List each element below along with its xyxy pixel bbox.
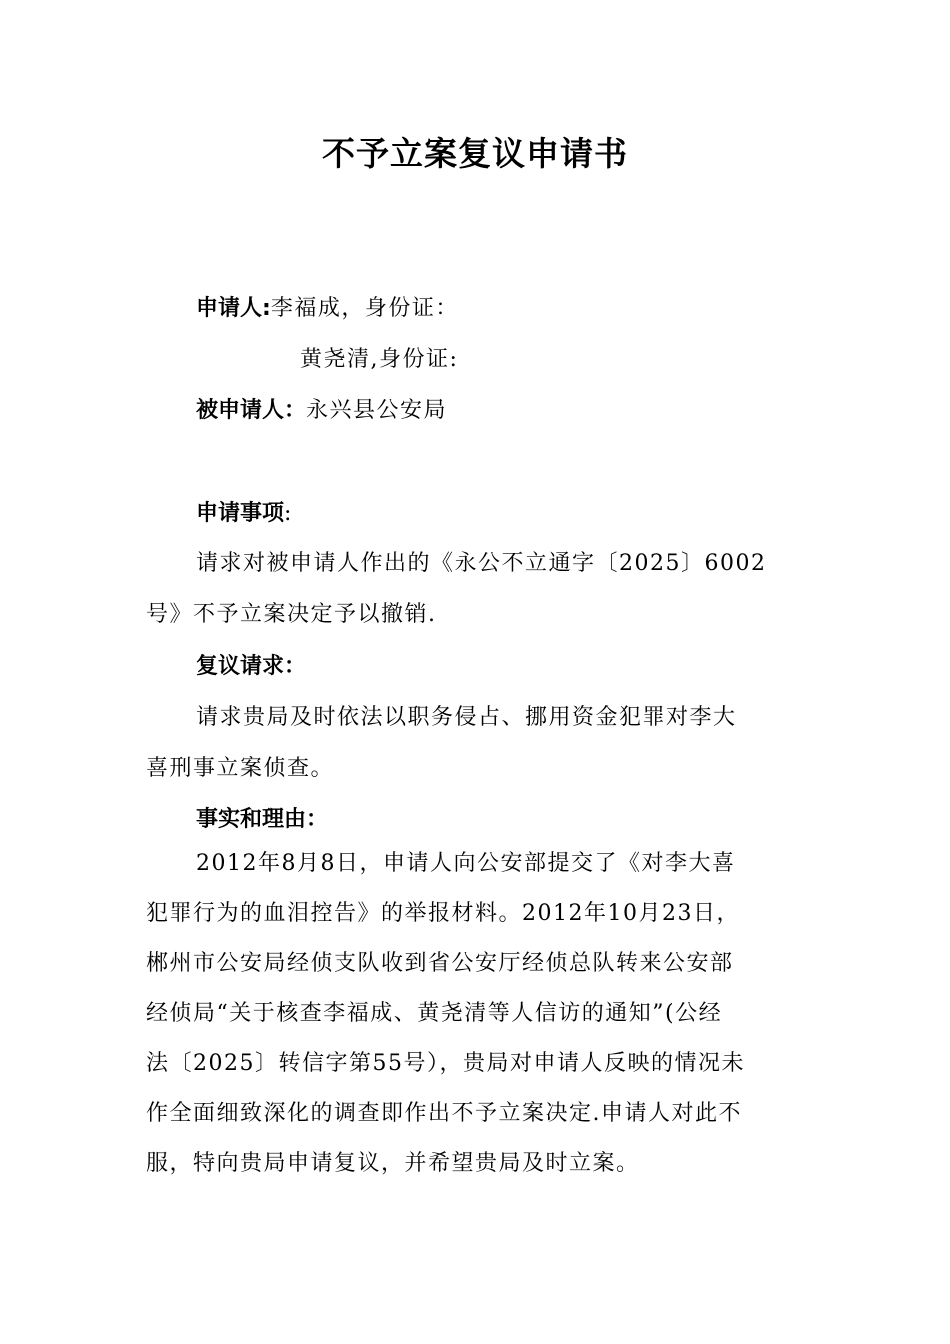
document-title: 不予立案复议申请书 <box>322 134 628 173</box>
review-line-1: 请求贵局及时依法以职务侵占、挪用资金犯罪对李大 <box>196 705 737 730</box>
facts-line-7: 服，特向贵局申请复议，并希望贵局及时立案。 <box>146 1151 640 1176</box>
matters-line-1: 请求对被申请人作出的《永公不立通字〔2025〕6002 <box>196 551 767 576</box>
matters-line-2: 号》不予立案决定予以撤销. <box>146 602 437 627</box>
respondent-line <box>196 396 447 426</box>
facts-line-1: 2012年8月8日，申请人向公安部提交了《对李大喜 <box>196 851 736 876</box>
facts-heading: 事实和理由： <box>196 807 329 832</box>
facts-line-3: 郴州市公安局经侦支队收到省公安厅经侦总队转来公安部 <box>146 951 734 976</box>
respondent-label: 被申请人： <box>196 398 307 423</box>
facts-line-5: 法〔2025〕转信字第55号），贵局对申请人反映的情况未 <box>146 1051 745 1076</box>
applicant-line-1 <box>196 294 459 324</box>
matters-label: 申请事项 <box>196 501 285 526</box>
respondent: 永兴县公安局 <box>306 398 448 423</box>
review-heading: 复议请求： <box>196 654 307 679</box>
applicant-2: 黄尧清,身份证: <box>300 347 459 372</box>
applicant-label: 申请人: <box>196 296 271 321</box>
facts-line-2: 犯罪行为的血泪控告》的举报材料。2012年10月23日， <box>146 901 740 926</box>
matters-colon: : <box>284 501 292 526</box>
applicant-1: 李福成，身份证： <box>270 296 459 321</box>
facts-line-4: 经侦局“关于核查李福成、黄尧清等人信访的通知”(公经 <box>146 1001 723 1026</box>
matters-heading <box>196 499 291 529</box>
facts-line-6: 作全面细致深化的调查即作出不予立案决定.申请人对此不 <box>146 1101 742 1126</box>
review-line-2: 喜刑事立案侦查。 <box>146 756 335 781</box>
